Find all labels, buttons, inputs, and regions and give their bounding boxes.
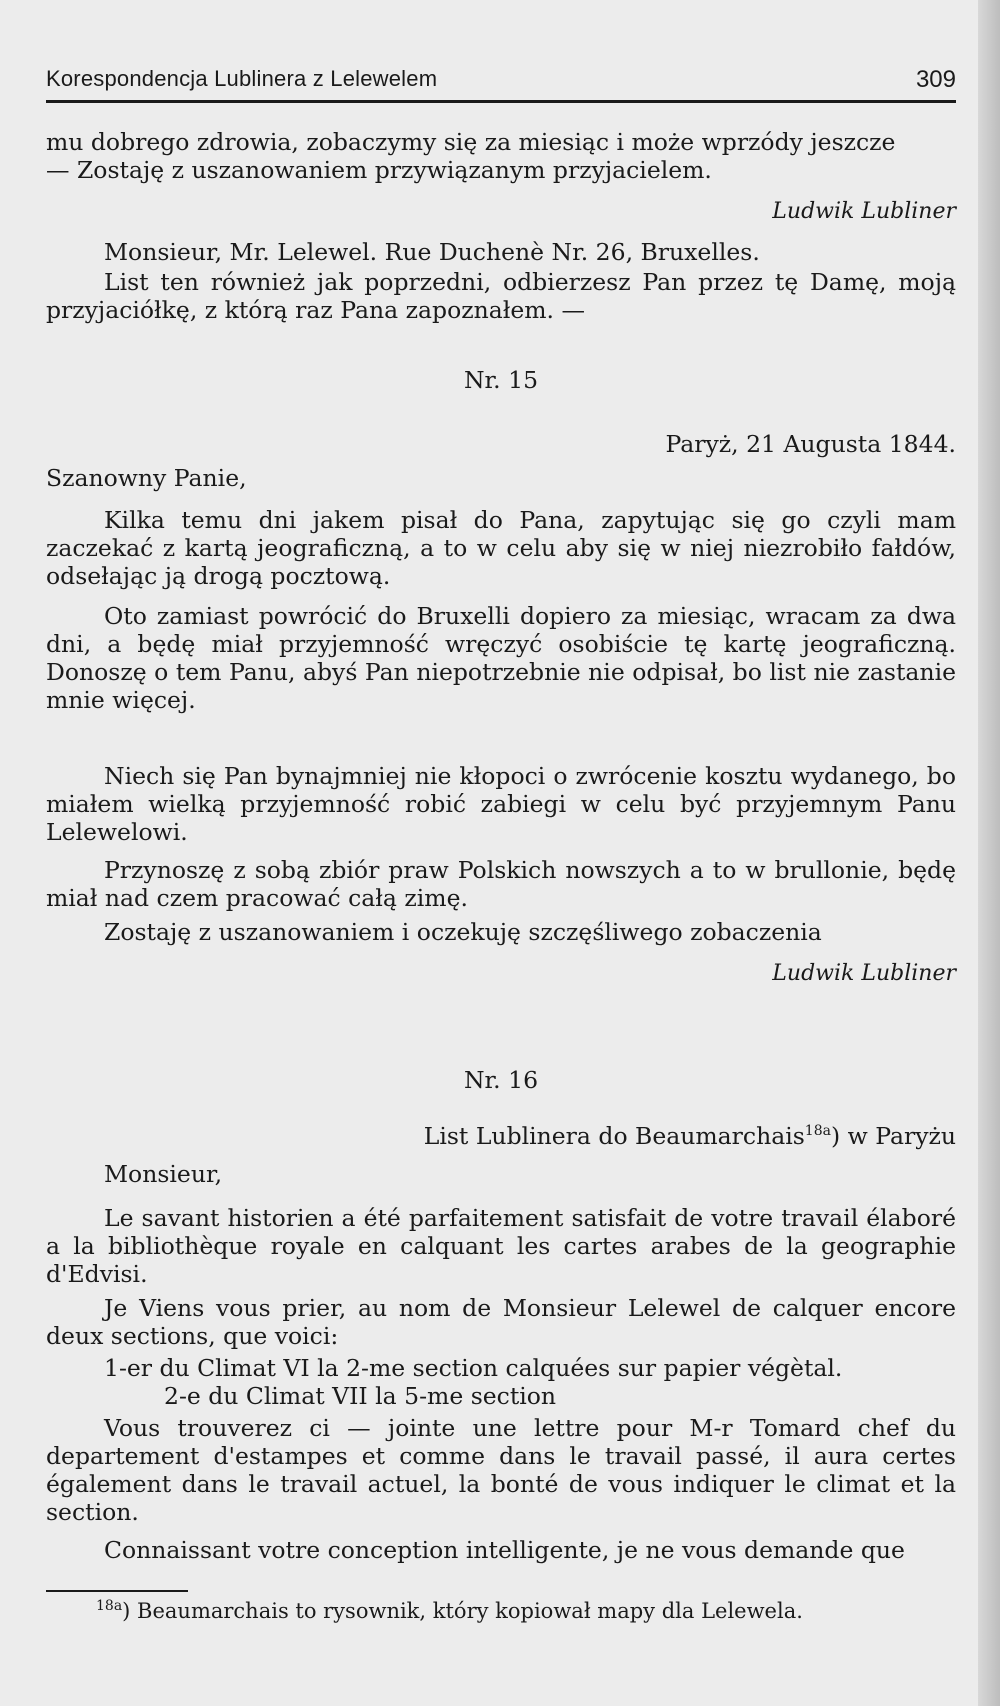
letter-16-title-tail: ) w Paryżu	[830, 1122, 956, 1150]
letter-15-paragraph-1: Kilka temu dni jakem pisał do Pana, zapytując się go czyli mam zaczekać z kartą jeograficzną, a to w celu aby się w niej niezrobiło fałdów, odsełając ją drogą pocztową.	[46, 506, 956, 590]
opening-line-1: mu dobrego zdrowia, zobaczymy się za miesiąc i może wprzódy jeszcze	[46, 128, 896, 156]
footnote-marker: 18a	[804, 1123, 831, 1140]
letter-16-list-item-2: 2-e du Climat VII la 5-me section	[164, 1382, 557, 1410]
letter-16-salutation: Monsieur,	[104, 1160, 223, 1188]
letter-16-paragraph-4: Connaissant votre conception intelligente, je ne vous demande que	[104, 1536, 905, 1564]
footnote	[96, 1598, 956, 1624]
letter-16-paragraph-2: Je Viens vous prier, au nom de Monsieur Lelewel de calquer encore deux sections, que voici:	[46, 1294, 956, 1350]
footnote-text: ) Beaumarchais to rysownik, który kopiował mapy dla Lelewela.	[122, 1599, 803, 1623]
page-number: 309	[915, 66, 956, 93]
letter-15-number: Nr. 15	[463, 366, 539, 394]
letter-16-title-text: List Lublinera do Beaumarchais	[423, 1122, 805, 1150]
letter-15-paragraph-4: Przynoszę z sobą zbiór praw Polskich nowszych a to w brullonie, będę miał nad czem pracować całą zimę.	[46, 856, 956, 912]
footnote-rule	[46, 1590, 188, 1592]
signature-2: Ludwik Lubliner	[772, 961, 956, 986]
letter-15-salutation: Szanowny Panie,	[46, 464, 247, 492]
letter-16-paragraph-1: Le savant historien a été parfaitement satisfait de votre travail élaboré a la bibliothèque royale en calquant les cartes arabes de la geographie d'Edvisi.	[46, 1204, 956, 1288]
letter-15-place-date: Paryż, 21 Augusta 1844.	[665, 430, 956, 458]
letter-15-paragraph-5: Zostaję z uszanowaniem i oczekuję szczęśliwego zobaczenia	[104, 918, 822, 946]
page-edge	[978, 0, 1000, 1706]
letter-15-paragraph-2: Oto zamiast powrócić do Bruxelli dopiero za miesiąc, wracam za dwa dni, a będę miał przyjemność wręczyć osobiście tę kartę jeograficzną. Donoszę o tem Panu, abyś Pan niepotrzebnie nie odpisał, bo list nie zastanie mnie więcej.	[46, 602, 956, 714]
address-line: Monsieur, Mr. Lelewel. Rue Duchenè Nr. 26, Bruxelles.	[104, 238, 760, 266]
running-head: Korespondencja Lublinera z Lelewelem	[46, 66, 438, 91]
letter-16-paragraph-3: Vous trouverez ci — jointe une lettre pour M-r Tomard chef du departement d'estampes et comme dans le travail passé, il aura certes également dans le travail actuel, la bonté de vous indiquer le climat et la section.	[46, 1414, 956, 1526]
running-header	[46, 66, 956, 98]
header-rule	[46, 100, 956, 103]
opening-line-2: — Zostaję z uszanowaniem przywiązanym przyjacielem.	[46, 156, 712, 184]
postscript: List ten również jak poprzedni, odbierzesz Pan przez tę Damę, moją przyjaciółkę, z którą raz Pana zapoznałem. —	[46, 268, 956, 324]
letter-16-title	[46, 1122, 956, 1150]
letter-15-paragraph-3: Niech się Pan bynajmniej nie kłopoci o zwrócenie kosztu wydanego, bo miałem wielką przyjemność robić zabiegi w celu być przyjemnym Panu Lelewelowi.	[46, 762, 956, 846]
letter-16-number: Nr. 16	[463, 1066, 539, 1094]
footnote-number: 18a	[96, 1598, 123, 1614]
letter-16-list-item-1: 1-er du Climat VI la 2-me section calquées sur papier végètal.	[104, 1354, 843, 1382]
signature-1: Ludwik Lubliner	[772, 199, 956, 224]
